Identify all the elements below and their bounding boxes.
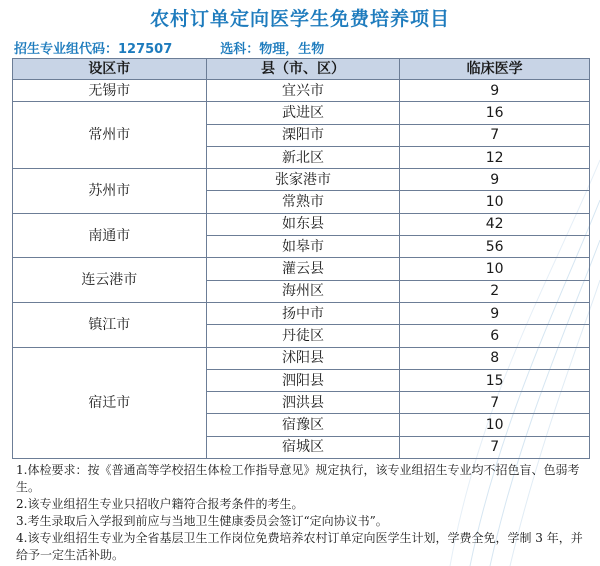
county-cell: 泗洪县	[206, 392, 400, 414]
city-cell: 连云港市	[13, 258, 207, 303]
city-cell: 苏州市	[13, 169, 207, 214]
note-item: 3.考生录取后入学报到前应与当地卫生健康委员会签订“定向协议书”。	[16, 514, 388, 528]
county-cell: 扬中市	[206, 302, 400, 324]
county-cell: 溧阳市	[206, 124, 400, 146]
note-item: 2.该专业组招生专业只招收户籍符合报考条件的考生。	[16, 497, 304, 511]
count-cell: 10	[400, 191, 590, 213]
count-cell: 6	[400, 325, 590, 347]
county-cell: 海州区	[206, 280, 400, 302]
meta-line	[14, 38, 324, 57]
table-row	[13, 347, 590, 369]
count-cell: 10	[400, 414, 590, 436]
note-item: 1.体检要求：按《普通高等学校招生体检工作指导意见》规定执行，该专业组招生专业均不招色盲、色弱考生。	[16, 463, 580, 494]
city-cell: 无锡市	[13, 80, 207, 102]
county-cell: 新北区	[206, 146, 400, 168]
count-cell: 9	[400, 302, 590, 324]
county-cell: 泗阳县	[206, 369, 400, 391]
count-cell: 9	[400, 80, 590, 102]
county-cell: 常熟市	[206, 191, 400, 213]
table-row	[13, 80, 590, 102]
county-cell: 如东县	[206, 213, 400, 235]
header-county: 县（市、区）	[206, 59, 400, 80]
county-cell: 张家港市	[206, 169, 400, 191]
county-cell: 武进区	[206, 102, 400, 124]
table-row	[13, 102, 590, 124]
county-cell: 灌云县	[206, 258, 400, 280]
count-cell: 2	[400, 280, 590, 302]
city-cell: 常州市	[13, 102, 207, 169]
count-cell: 56	[400, 236, 590, 258]
allocation-table	[12, 58, 590, 459]
county-cell: 宿豫区	[206, 414, 400, 436]
city-cell: 南通市	[13, 213, 207, 258]
count-cell: 7	[400, 436, 590, 458]
count-cell: 10	[400, 258, 590, 280]
table-row	[13, 258, 590, 280]
count-cell: 9	[400, 169, 590, 191]
group-code: 招生专业组代码：127507	[14, 42, 173, 57]
county-cell: 沭阳县	[206, 347, 400, 369]
county-cell: 宜兴市	[206, 80, 400, 102]
count-cell: 12	[400, 146, 590, 168]
city-cell: 镇江市	[13, 302, 207, 347]
page-title: 农村订单定向医学生免费培养项目	[149, 8, 450, 30]
count-cell: 7	[400, 124, 590, 146]
header-city: 设区市	[13, 59, 207, 80]
count-cell: 8	[400, 347, 590, 369]
count-cell: 16	[400, 102, 590, 124]
count-cell: 7	[400, 392, 590, 414]
subjects: 选科：物理，生物	[220, 42, 325, 57]
county-cell: 丹徒区	[206, 325, 400, 347]
header-clinical-medicine: 临床医学	[400, 59, 590, 80]
note-item: 4.该专业组招生专业为全省基层卫生工作岗位免费培养农村订单定向医学生计划，学费全免，学制 3 年，并给予一定生活补助。	[16, 531, 583, 562]
table-header-row	[13, 59, 590, 80]
count-cell: 15	[400, 369, 590, 391]
notes	[16, 462, 586, 564]
table-row	[13, 169, 590, 191]
table-row	[13, 302, 590, 324]
table-row	[13, 213, 590, 235]
city-cell: 宿迁市	[13, 347, 207, 458]
county-cell: 如皋市	[206, 236, 400, 258]
count-cell: 42	[400, 213, 590, 235]
county-cell: 宿城区	[206, 436, 400, 458]
